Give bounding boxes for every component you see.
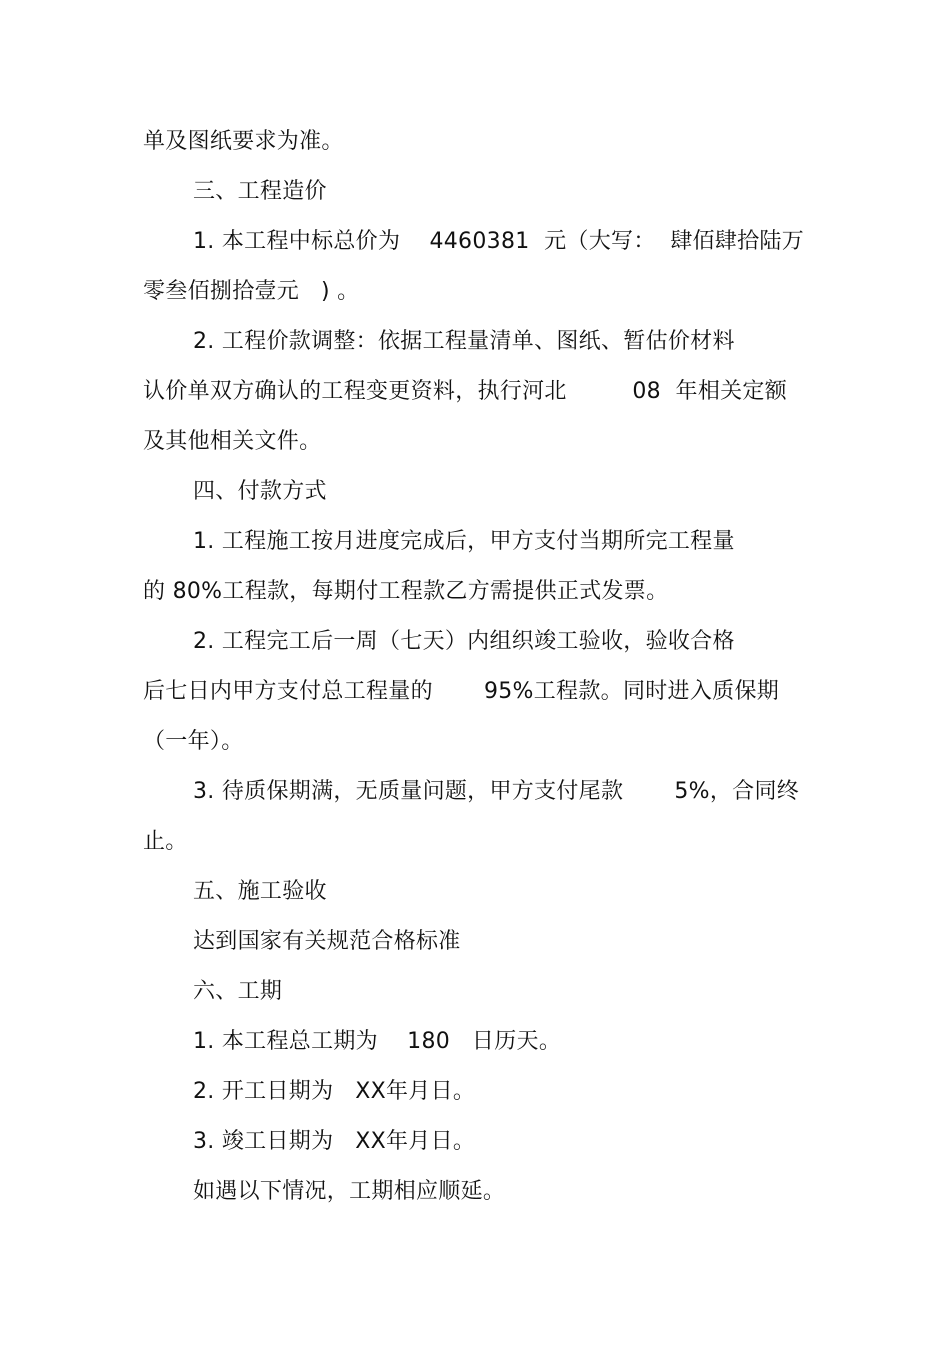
text-line: 3. 竣工日期为 XX年月日。 [193, 1129, 476, 1154]
text-line: 3. 待质保期满，无质量问题，甲方支付尾款 5%，合同终 [193, 779, 800, 804]
text-line: 止。 [143, 829, 188, 854]
text-line: 2. 工程价款调整：依据工程量清单、图纸、暂估价材料 [193, 329, 735, 354]
text-line: 及其他相关文件。 [143, 429, 322, 454]
text-line: 如遇以下情况，工期相应顺延。 [193, 1179, 506, 1204]
text-line: 零叁佰捌拾壹元 ) 。 [143, 279, 360, 304]
section-heading: 三、工程造价 [193, 179, 327, 204]
text-line: 1. 工程施工按月进度完成后，甲方支付当期所完工程量 [193, 529, 735, 554]
text-line: 单及图纸要求为准。 [143, 129, 344, 154]
text-line: 1. 本工程中标总价为 4460381 元（大写： 肆佰肆拾陆万 [193, 229, 805, 254]
section-heading: 六、工期 [193, 979, 283, 1004]
section-heading: 四、付款方式 [193, 479, 327, 504]
text-line: 1. 本工程总工期为 180 日历天。 [193, 1029, 562, 1054]
section-heading: 五、施工验收 [193, 879, 327, 904]
text-line: 后七日内甲方支付总工程量的 95%工程款。同时进入质保期 [143, 679, 780, 704]
text-line: （一年）。 [143, 729, 244, 754]
text-line: 达到国家有关规范合格标准 [193, 929, 461, 954]
text-line: 2. 开工日期为 XX年月日。 [193, 1079, 476, 1104]
text-line: 的 80%工程款，每期付工程款乙方需提供正式发票。 [143, 579, 669, 604]
text-line: 认价单双方确认的工程变更资料，执行河北 08 年相关定额 [143, 379, 788, 404]
text-line: 2. 工程完工后一周（七天）内组织竣工验收，验收合格 [193, 629, 735, 654]
